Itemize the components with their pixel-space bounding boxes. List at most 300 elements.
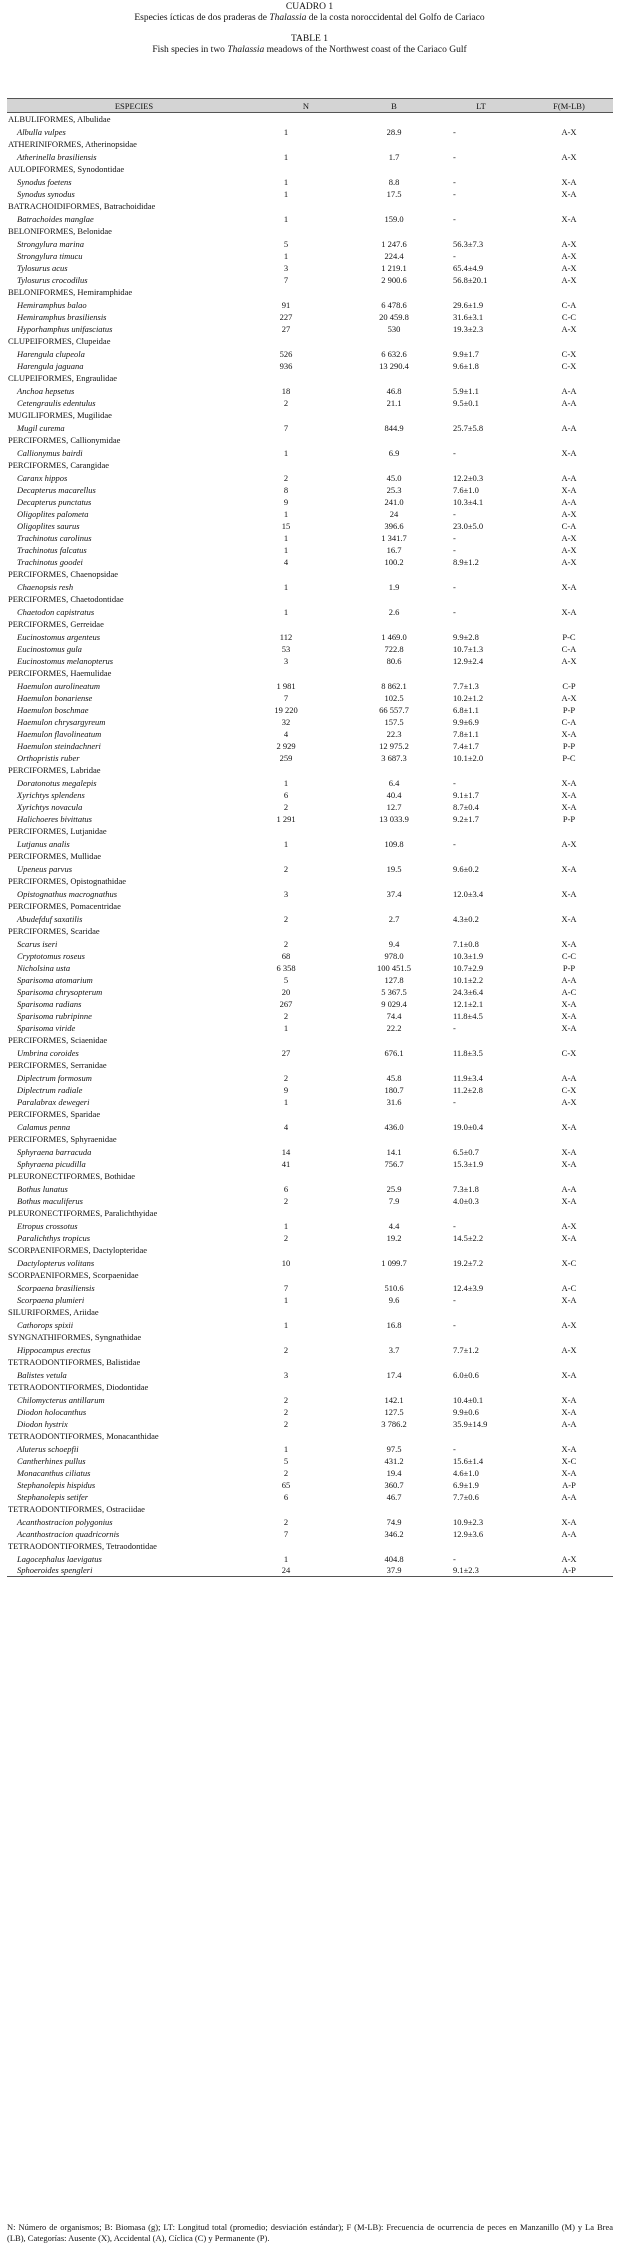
biomass-b: 19.4 — [386, 1467, 402, 1478]
count-n: 9 — [283, 1084, 289, 1095]
biomass-b: 142.1 — [384, 1394, 404, 1405]
species-name: Lagocephalus laevigatus — [17, 1553, 102, 1564]
species-name: Doratonotus megalepis — [17, 777, 97, 788]
count-n: 1 — [283, 213, 289, 224]
species-name: Batrachoides manglae — [17, 213, 94, 224]
count-n: 1 — [283, 1443, 289, 1454]
length-lt: 15.6±1.4 — [453, 1455, 484, 1466]
length-lt: 19.3±2.3 — [453, 323, 484, 334]
species-name: Haemulon steindachneri — [17, 740, 101, 751]
species-row — [7, 1455, 613, 1467]
species-row — [7, 323, 613, 335]
biomass-b: 25.3 — [386, 484, 402, 495]
species-name: Synodus foetens — [17, 176, 72, 187]
frequency-f: A-X — [561, 838, 577, 849]
species-name: Haemulon aurolineatum — [17, 680, 101, 691]
frequency-f: X-A — [561, 1369, 577, 1380]
biomass-b: 1.7 — [388, 151, 400, 162]
biomass-b: 9.4 — [388, 938, 400, 949]
col-especies: ESPECIES — [114, 100, 154, 111]
frequency-f: A-X — [561, 238, 577, 249]
length-lt: 9.9±0.6 — [453, 1406, 479, 1417]
length-lt: - — [453, 838, 456, 849]
count-n: 112 — [279, 631, 293, 642]
frequency-f: A-X — [561, 655, 577, 666]
biomass-b: 45.8 — [386, 1072, 402, 1083]
species-row — [7, 1491, 613, 1503]
family-row — [7, 434, 613, 447]
species-name: Albulla vulpes — [17, 126, 66, 137]
length-lt: 7.8±1.1 — [453, 728, 479, 739]
family-row — [7, 850, 613, 863]
count-n: 3 — [283, 1369, 289, 1380]
frequency-f: A-X — [561, 1319, 577, 1330]
biomass-b: 8.8 — [388, 176, 400, 187]
biomass-b: 180.7 — [384, 1084, 404, 1095]
count-n: 1 — [283, 126, 289, 137]
biomass-b: 2.7 — [388, 913, 400, 924]
family-row — [7, 1170, 613, 1183]
count-n: 2 — [283, 472, 289, 483]
species-row — [7, 1084, 613, 1096]
family-name: PERCIFORMES, Chaetodontidae — [8, 594, 124, 604]
family-name: PERCIFORMES, Sparidae — [8, 1109, 101, 1119]
title-en-part: meadows of the Northwest coast of the Cariaco Gulf — [264, 45, 467, 55]
frequency-f: X-A — [561, 938, 577, 949]
species-name: Etropus crossotus — [17, 1220, 78, 1231]
species-name: Decapterus punctatus — [17, 496, 92, 507]
species-name: Hippocampus erectus — [17, 1344, 91, 1355]
family-row — [7, 409, 613, 422]
length-lt: 10.9±2.3 — [453, 1516, 484, 1527]
length-lt: - — [453, 1096, 456, 1107]
frequency-f: P-C — [562, 752, 576, 763]
length-lt: 12.0±3.4 — [453, 888, 484, 899]
length-lt: 29.6±1.9 — [453, 299, 484, 310]
length-lt: 4.6±1.0 — [453, 1467, 479, 1478]
biomass-b: 109.8 — [384, 838, 404, 849]
family-row — [7, 593, 613, 606]
length-lt: 8.9±1.2 — [453, 556, 479, 567]
species-name: Diodon holocanthus — [17, 1406, 87, 1417]
family-name: PERCIFORMES, Callionymidae — [8, 435, 121, 445]
biomass-b: 510.6 — [384, 1282, 404, 1293]
species-name: Oligoplites palometa — [17, 508, 89, 519]
species-name: Chaetodon capistratus — [17, 606, 95, 617]
frequency-f: X-A — [561, 1394, 577, 1405]
frequency-f: X-A — [561, 801, 577, 812]
frequency-f: A-A — [561, 1491, 577, 1502]
species-name: Haemulon flavolineatum — [17, 728, 102, 739]
biomass-b: 22.3 — [386, 728, 402, 739]
count-n: 267 — [279, 998, 293, 1009]
frequency-f: P-P — [562, 704, 576, 715]
biomass-b: 22.2 — [386, 1022, 402, 1033]
biomass-b: 6.4 — [388, 777, 400, 788]
length-lt: 10.1±2.2 — [453, 974, 484, 985]
biomass-b: 844.9 — [384, 422, 404, 433]
frequency-f: X-A — [561, 1158, 577, 1169]
frequency-f: A-X — [561, 508, 577, 519]
family-row — [7, 1331, 613, 1344]
length-lt: 56.8±20.1 — [453, 274, 488, 285]
length-lt: 10.4±0.1 — [453, 1394, 484, 1405]
frequency-f: C-C — [561, 311, 577, 322]
family-name: TETRAODONTIFORMES, Ostraciidae — [8, 1504, 145, 1514]
frequency-f: X-A — [561, 789, 577, 800]
count-n: 3 — [283, 262, 289, 273]
family-name: SCORPAENIFORMES, Scorpaenidae — [8, 1270, 139, 1280]
biomass-b: 20 459.8 — [379, 311, 409, 322]
count-n: 1 — [283, 176, 289, 187]
species-row — [7, 1565, 613, 1577]
count-n: 2 — [283, 1516, 289, 1527]
length-lt: 25.7±5.8 — [453, 422, 484, 433]
species-name: Tylosurus crocodilus — [17, 274, 88, 285]
count-n: 4 — [283, 728, 289, 739]
length-lt: 10.3±4.1 — [453, 496, 484, 507]
species-row — [7, 777, 613, 789]
species-name: Oligoplites saurus — [17, 520, 80, 531]
species-row — [7, 1158, 613, 1170]
biomass-b: 127.5 — [384, 1406, 404, 1417]
length-lt: - — [453, 1319, 456, 1330]
count-n: 24 — [261, 1565, 351, 1577]
species-name: Sphoeroides spengleri — [7, 1565, 261, 1577]
frequency-f: A-C — [561, 1282, 577, 1293]
frequency-f: X-A — [561, 913, 577, 924]
species-row — [7, 1319, 613, 1331]
species-row — [7, 986, 613, 998]
count-n: 1 — [283, 508, 289, 519]
species-row — [7, 1195, 613, 1207]
length-lt: 5.9±1.1 — [453, 385, 479, 396]
biomass-b: 12.7 — [386, 801, 402, 812]
count-n: 14 — [281, 1146, 291, 1157]
family-name: PERCIFORMES, Haemulidae — [8, 668, 112, 678]
species-row — [7, 716, 613, 728]
family-row — [7, 1356, 613, 1369]
species-row — [7, 1257, 613, 1269]
count-n: 6 — [283, 1183, 289, 1194]
family-name: PERCIFORMES, Sciaenidae — [8, 1035, 108, 1045]
species-row — [7, 606, 613, 618]
species-row — [7, 1183, 613, 1195]
species-row — [7, 789, 613, 801]
biomass-b: 100.2 — [384, 556, 404, 567]
family-name: TETRAODONTIFORMES, Tetraodontidae — [8, 1541, 157, 1551]
species-row — [7, 581, 613, 593]
species-row — [7, 631, 613, 643]
biomass-b: 722.8 — [384, 643, 404, 654]
length-lt: 35.9±14.9 — [453, 1418, 488, 1429]
species-name: Synodus synodus — [17, 188, 75, 199]
species-name: Halichoeres bivittatus — [17, 813, 92, 824]
length-lt: 4.3±0.2 — [453, 913, 479, 924]
family-name: SCORPAENIFORMES, Dactylopteridae — [8, 1245, 147, 1255]
biomass-b: 13 033.9 — [379, 813, 409, 824]
length-lt: 10.7±2.9 — [453, 962, 484, 973]
species-row — [7, 1406, 613, 1418]
length-lt: 12.4±3.9 — [453, 1282, 484, 1293]
species-name: Decapterus macarellus — [17, 484, 96, 495]
species-name: Monacanthus ciliatus — [17, 1467, 91, 1478]
species-row — [7, 962, 613, 974]
frequency-f: A-X — [561, 274, 577, 285]
family-name: PERCIFORMES, Pomacentridae — [8, 901, 121, 911]
biomass-b: 19.5 — [386, 863, 402, 874]
family-name: BELONIFORMES, Belonidae — [8, 226, 112, 236]
count-n: 1 — [283, 1022, 289, 1033]
frequency-f: X-C — [561, 1455, 577, 1466]
frequency-f: X-A — [561, 728, 577, 739]
frequency-f: X-A — [561, 447, 577, 458]
count-n: 3 — [283, 888, 289, 899]
biomass-b: 9.6 — [388, 1294, 400, 1305]
count-n: 2 — [283, 1467, 289, 1478]
col-lt: LT — [476, 100, 486, 111]
species-row — [7, 643, 613, 655]
species-row — [7, 1394, 613, 1406]
biomass-b: 431.2 — [384, 1455, 404, 1466]
count-n: 10 — [281, 1257, 291, 1268]
frequency-f: X-A — [561, 1121, 577, 1132]
family-row — [7, 825, 613, 838]
species-name: Acanthostracion quadricornis — [17, 1528, 120, 1539]
species-name: Eucinostomus gula — [17, 643, 82, 654]
length-lt: - — [453, 126, 456, 137]
biomass-b: 224.4 — [384, 250, 404, 261]
count-n: 5 — [283, 1455, 289, 1466]
family-row — [7, 113, 613, 126]
family-name: PERCIFORMES, Lutjanidae — [8, 826, 107, 836]
species-name: Trachinotus goodei — [17, 556, 83, 567]
length-lt: - — [453, 544, 456, 555]
count-n: 259 — [279, 752, 293, 763]
frequency-f: P-P — [562, 813, 576, 824]
count-n: 7 — [283, 1282, 289, 1293]
frequency-f: X-A — [561, 1022, 577, 1033]
count-n: 227 — [279, 311, 293, 322]
count-n: 5 — [283, 974, 289, 985]
family-row — [7, 459, 613, 472]
count-n: 1 981 — [276, 680, 296, 691]
biomass-b: 1.9 — [388, 581, 400, 592]
length-lt: - — [453, 1294, 456, 1305]
frequency-f: A-A — [561, 472, 577, 483]
biomass-b: 396.6 — [384, 520, 404, 531]
length-lt: 6.8±1.1 — [453, 704, 479, 715]
species-row — [7, 238, 613, 250]
count-n: 1 — [283, 581, 289, 592]
count-n: 1 — [283, 838, 289, 849]
family-name: PERCIFORMES, Labridae — [8, 765, 101, 775]
species-row — [7, 1479, 613, 1491]
count-n: 2 — [283, 1195, 289, 1206]
family-row — [7, 925, 613, 938]
count-n: 2 — [283, 1406, 289, 1417]
count-n: 32 — [281, 716, 291, 727]
species-name: Nicholsina usta — [17, 962, 71, 973]
species-row — [7, 1369, 613, 1381]
family-row — [7, 138, 613, 151]
species-name: Aluterus schoepfii — [17, 1443, 79, 1454]
biomass-b: 37.4 — [386, 888, 402, 899]
frequency-f: A-X — [561, 1553, 577, 1564]
frequency-f: P-P — [562, 740, 576, 751]
frequency-f: A-A — [561, 397, 577, 408]
species-name: Diodon hystrix — [17, 1418, 68, 1429]
family-row — [7, 1430, 613, 1443]
biomass-b: 8 862.1 — [381, 680, 407, 691]
biomass-b: 102.5 — [384, 692, 404, 703]
frequency-f: X-A — [561, 1146, 577, 1157]
species-row — [7, 422, 613, 434]
species-name: Caranx hippos — [17, 472, 68, 483]
family-row — [7, 1133, 613, 1146]
frequency-f: A-A — [561, 1418, 577, 1429]
count-n: 1 — [283, 151, 289, 162]
family-row — [7, 568, 613, 581]
family-row — [7, 1503, 613, 1516]
count-n: 7 — [283, 692, 289, 703]
length-lt: 12.1±2.1 — [453, 998, 484, 1009]
length-lt: 14.5±2.2 — [453, 1232, 484, 1243]
species-row — [7, 250, 613, 262]
count-n: 1 — [283, 250, 289, 261]
count-n: 1 — [283, 1553, 289, 1564]
length-lt: - — [453, 606, 456, 617]
species-row — [7, 151, 613, 163]
frequency-f: X-A — [561, 484, 577, 495]
biomass-b: 45.0 — [386, 472, 402, 483]
species-row — [7, 472, 613, 484]
count-n: 15 — [281, 520, 291, 531]
count-n: 2 — [283, 801, 289, 812]
species-row — [7, 213, 613, 225]
species-row — [7, 950, 613, 962]
table-head-row — [7, 99, 613, 113]
family-row — [7, 1540, 613, 1553]
species-row — [7, 1232, 613, 1244]
species-name: Orthopristis ruber — [17, 752, 80, 763]
frequency-f: A-X — [561, 532, 577, 543]
length-lt: 9.5±0.1 — [453, 397, 479, 408]
species-name: Tylosurus acus — [17, 262, 68, 273]
length-lt: 15.3±1.9 — [453, 1158, 484, 1169]
biomass-b: 6 478.6 — [381, 299, 407, 310]
species-name: Anchoa hepsetus — [17, 385, 75, 396]
species-row — [7, 680, 613, 692]
frequency-f: X-A — [561, 176, 577, 187]
species-row — [7, 508, 613, 520]
biomass-b: 9 029.4 — [381, 998, 407, 1009]
species-row — [7, 385, 613, 397]
count-n: 91 — [281, 299, 291, 310]
count-n: 1 — [283, 532, 289, 543]
frequency-f: C-X — [561, 1084, 577, 1095]
frequency-f: A-X — [561, 126, 577, 137]
biomass-b: 46.7 — [386, 1491, 402, 1502]
count-n: 68 — [281, 950, 291, 961]
species-name: Strongylura timucu — [17, 250, 83, 261]
count-n: 18 — [281, 385, 291, 396]
biomass-b: 21.1 — [386, 397, 402, 408]
family-row — [7, 1034, 613, 1047]
species-name: Calamus penna — [17, 1121, 71, 1132]
biomass-b: 80.6 — [386, 655, 402, 666]
count-n: 1 — [283, 777, 289, 788]
species-row — [7, 447, 613, 459]
frequency-f: X-A — [561, 1195, 577, 1206]
biomass-b: 157.5 — [384, 716, 404, 727]
frequency-f: X-A — [561, 581, 577, 592]
family-name: SYNGNATHIFORMES, Syngnathidae — [8, 1332, 142, 1342]
species-name: Hemiramphus brasiliensis — [17, 311, 107, 322]
family-row — [7, 225, 613, 238]
count-n: 6 — [283, 1491, 289, 1502]
species-name: Diplectrum formosum — [17, 1072, 92, 1083]
frequency-f: A-X — [561, 323, 577, 334]
frequency-f: C-X — [561, 348, 577, 359]
family-name: TETRAODONTIFORMES, Diodontidae — [8, 1382, 149, 1392]
species-row — [7, 496, 613, 508]
family-name: ALBULIFORMES, Albulidae — [8, 114, 111, 125]
count-n: 7 — [283, 274, 289, 285]
biomass-b: 74.4 — [386, 1010, 402, 1021]
count-n: 2 — [283, 1010, 289, 1021]
species-name: Xyrichtys novacula — [17, 801, 83, 812]
species-name: Upeneus parvus — [17, 863, 73, 874]
species-row — [7, 348, 613, 360]
count-n: 20 — [281, 986, 291, 997]
species-row — [7, 1516, 613, 1528]
family-row — [7, 163, 613, 176]
count-n: 526 — [279, 348, 293, 359]
species-name: Hemiramphus balao — [17, 299, 87, 310]
frequency-f: A-A — [561, 1528, 577, 1539]
length-lt: 12.2±0.3 — [453, 472, 484, 483]
length-lt: 9.6±0.2 — [453, 863, 479, 874]
family-row — [7, 1108, 613, 1121]
count-n: 1 — [283, 1294, 289, 1305]
species-name: Haemulon boschmae — [17, 704, 89, 715]
length-lt: 7.1±0.8 — [453, 938, 479, 949]
biomass-b: 12 975.2 — [379, 740, 409, 751]
frequency-f: X-A — [561, 1516, 577, 1527]
species-name: Sparisoma radians — [17, 998, 82, 1009]
species-name: Mugil curema — [17, 422, 65, 433]
biomass-b: 25.9 — [386, 1183, 402, 1194]
family-name: SILURIFORMES, Ariidae — [8, 1307, 99, 1317]
family-name: PLEURONECTIFORMES, Paralichthyidae — [8, 1208, 158, 1218]
count-n: 53 — [281, 643, 291, 654]
species-name: Callionymus bairdi — [17, 447, 83, 458]
family-row — [7, 1244, 613, 1257]
cuadro-label: CUADRO 1 — [285, 2, 334, 12]
count-n: 8 — [283, 484, 289, 495]
length-lt: 19.0±0.4 — [453, 1121, 484, 1132]
family-name: PERCIFORMES, Sphyraenidae — [8, 1134, 117, 1144]
biomass-b: 1 219.1 — [381, 262, 407, 273]
family-row — [7, 900, 613, 913]
count-n: 4 — [283, 1121, 289, 1132]
family-name: AULOPIFORMES, Synodontidae — [8, 164, 125, 174]
species-name: Bothus lunatus — [17, 1183, 68, 1194]
length-lt: 10.1±2.0 — [453, 752, 484, 763]
species-name: Trachinotus carolinus — [17, 532, 92, 543]
count-n: 27 — [281, 323, 291, 334]
